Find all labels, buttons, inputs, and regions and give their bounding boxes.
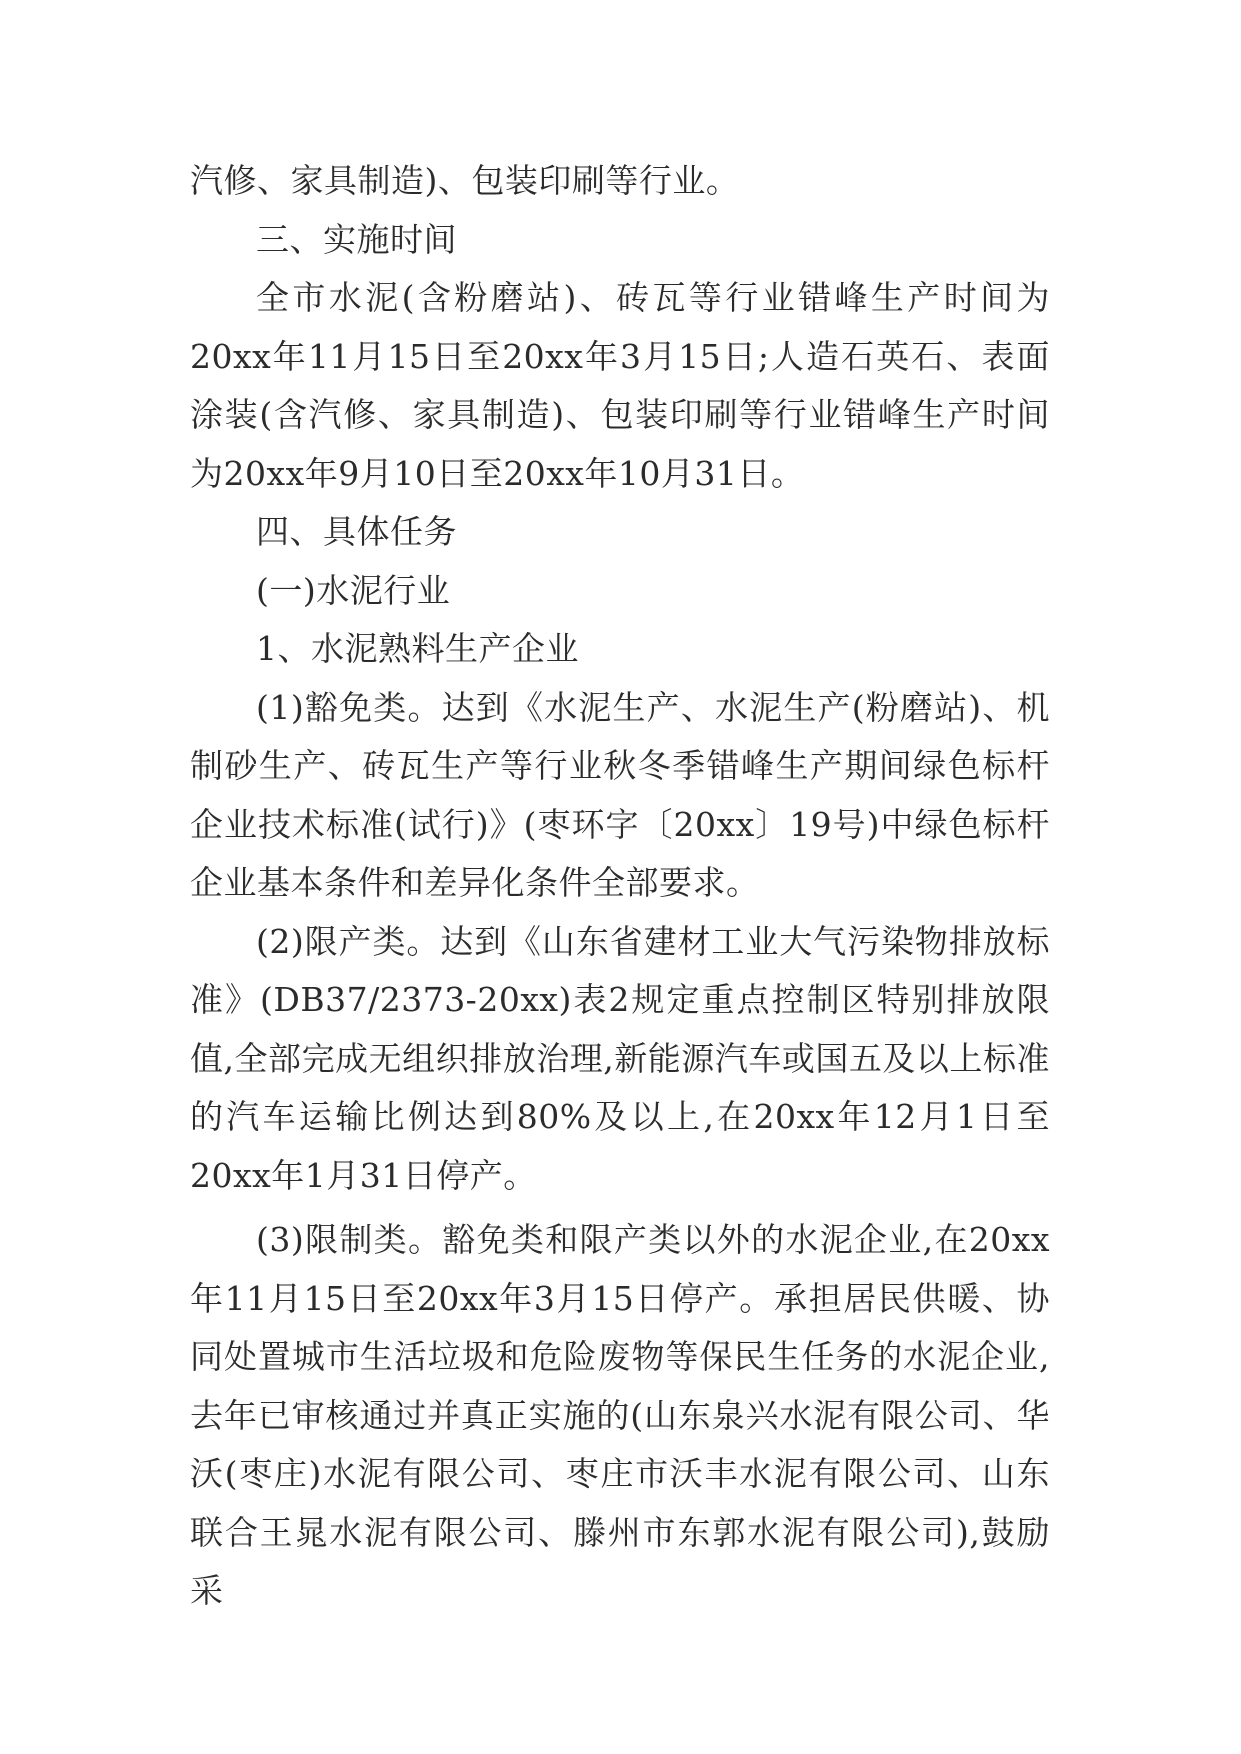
- document-body: [190, 152, 1050, 1621]
- paragraph-limited-production-category: (2)限产类。达到《山东省建材工业大气污染物排放标准》(DB37/2373-20xx)表2规定重点控制区特别排放限值,全部完成无组织排放治理,新能源汽车或国五及以上标准的汽车运输比例达到80%及以上,在20xx年12月1日至20xx年1月31日停产。: [190, 921, 1050, 1195]
- section-heading-specific-tasks: 四、具体任务: [256, 512, 457, 551]
- paragraph-exempt-category: (1)豁免类。达到《水泥生产、水泥生产(粉磨站)、机制砂生产、砖瓦生产等行业秋冬季错峰生产期间绿色标杆企业技术标准(试行)》(枣环字〔20xx〕19号)中绿色标杆企业基本条件和差异化条件全部要求。: [190, 687, 1050, 902]
- paragraph-restricted-category: (3)限制类。豁免类和限产类以外的水泥企业,在20xx年11月15日至20xx年3月15日停产。承担居民供暖、协同处置城市生活垃圾和危险废物等保民生任务的水泥企业,去年已审核通过并真正实施的(山东泉兴水泥有限公司、华沃(枣庄)水泥有限公司、枣庄市沃丰水泥有限公司、山东联合王晁水泥有限公司、滕州市东郭水泥有限公司),鼓励采: [190, 1220, 1050, 1610]
- subsection-heading-cement-industry: (一)水泥行业: [256, 570, 451, 610]
- item-heading-clinker-producers: 1、水泥熟料生产企业: [256, 629, 579, 668]
- paragraph-implementation-time: 全市水泥(含粉磨站)、砖瓦等行业错峰生产时间为20xx年11月15日至20xx年3月15日;人造石英石、表面涂装(含汽修、家具制造)、包装印刷等行业错峰生产时间为20xx年9月10日至20xx年10月31日。: [190, 278, 1050, 493]
- paragraph-continuation: 汽修、家具制造)、包装印刷等行业。: [190, 161, 740, 200]
- section-heading-implementation-time: 三、实施时间: [256, 219, 457, 259]
